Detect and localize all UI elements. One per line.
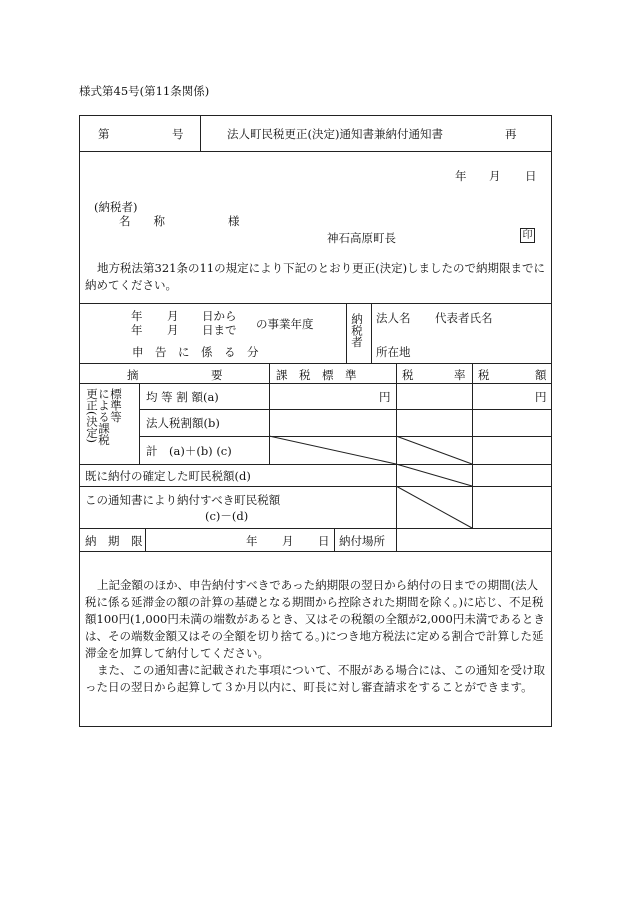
- yen-unit-zeigaku: 円: [535, 390, 547, 404]
- representative-label: 代表者氏名: [435, 311, 493, 325]
- rule: [139, 409, 552, 410]
- nozeisha-label: 納税者: [350, 313, 364, 348]
- period-from-year: 年: [131, 309, 143, 323]
- rule: [79, 528, 552, 529]
- notice-appeal: また、この通知書に記載された事項について、不服がある場合には、この通知を受け取った日の翌日から起算して３か月以内に、町長に対し審査請求をすることができます。: [85, 663, 546, 694]
- header-sai: 再: [505, 127, 517, 141]
- rule: [346, 303, 347, 363]
- noki-month: 月: [282, 534, 294, 548]
- period-to-month: 月: [167, 323, 179, 337]
- address-label: 所在地: [376, 345, 411, 359]
- rule: [396, 363, 397, 528]
- rule: [334, 528, 335, 551]
- col-zeigaku-a: 税: [478, 368, 490, 382]
- rule: [145, 528, 146, 551]
- col-tekiyo-b: 要: [211, 368, 223, 382]
- noki-label: 納 期 限: [85, 534, 143, 548]
- rule: [79, 383, 552, 384]
- date-month: 月: [489, 169, 501, 183]
- intro-text: 地方税法第321条の11の規定により下記のとおり更正(決定)しましたので納期限までに納めてください。: [85, 261, 546, 292]
- period-from-month: 月: [167, 309, 179, 323]
- col-zeigaku-b: 額: [535, 368, 547, 382]
- header-go: 号: [172, 127, 184, 141]
- noki-day: 日: [318, 534, 330, 548]
- notice-late-fee: 上記金額のほか、申告納付すべきであった納期限の翌日から納付の日までの期間(法人税に係る延滞金の額の計算の基礎となる期間から控除された期間を除く。)に応じ、不足税額100円(1,000円未満の端数があるとき、又はその税額の全額が2,000円未満であるときは、その端数金額又はその全額を切り捨てる。)につき地方税法に定める割合で計算した延滞金を加算して納付してください。: [85, 578, 545, 660]
- rule: [371, 303, 372, 363]
- taxpayer-honorific: 様: [228, 214, 240, 228]
- period-to-day: 日まで: [202, 323, 237, 337]
- period-from-day: 日から: [202, 309, 237, 323]
- row-d-label: 既に納付の確定した町民税額(d): [85, 469, 251, 483]
- header-dai: 第: [98, 127, 110, 141]
- rule: [200, 115, 201, 151]
- rule: [79, 551, 552, 552]
- document-title: 法人町民税更正(決定)通知書兼納付通知書: [227, 127, 443, 141]
- noki-year: 年: [246, 534, 258, 548]
- rule: [139, 436, 552, 437]
- rule: [269, 363, 270, 464]
- row-e-formula: (c)－(d): [205, 509, 249, 523]
- row-e-label: この通知書により納付すべき町民税額: [85, 493, 281, 507]
- row-b-label: 法人税割額(b): [146, 416, 220, 430]
- row-c-label: 計 (a)＋(b) (c): [146, 444, 232, 458]
- shinkoku-label: 申 告 に 係 る 分: [132, 345, 259, 359]
- col-tekiyo-a: 摘: [127, 368, 139, 382]
- rule: [79, 303, 552, 304]
- rule: [79, 464, 552, 465]
- issuer-name: 神石高原町長: [327, 231, 396, 245]
- rule: [139, 383, 140, 464]
- seal-mark: 印: [520, 228, 535, 243]
- row-a-label: 均 等 割 額(a): [146, 390, 219, 404]
- taxpayer-label: (納税者): [94, 200, 138, 214]
- date-day: 日: [525, 169, 537, 183]
- rule: [79, 486, 552, 487]
- rule: [472, 363, 473, 528]
- business-year-label: の事業年度: [256, 317, 314, 331]
- hojin-name-label: 法人名: [376, 311, 411, 325]
- rule: [396, 528, 397, 551]
- date-year: 年: [455, 169, 467, 183]
- rule: [79, 151, 552, 152]
- nofu-basho-label: 納付場所: [339, 534, 385, 548]
- col-kazei-hyojun: 課 税 標 準: [276, 368, 357, 382]
- side-label-col2: による課税: [97, 388, 111, 446]
- col-zeiritsu-a: 税: [402, 368, 414, 382]
- side-label-col3: 更正(決定): [85, 388, 99, 443]
- side-label-col1: 標準等: [109, 388, 123, 423]
- form-number: 様式第45号(第11条関係): [79, 84, 210, 98]
- period-to-year: 年: [131, 323, 143, 337]
- taxpayer-name-label: 名 称: [119, 214, 165, 228]
- col-zeiritsu-b: 率: [454, 368, 466, 382]
- rule: [79, 363, 552, 364]
- yen-unit-kazei: 円: [379, 390, 391, 404]
